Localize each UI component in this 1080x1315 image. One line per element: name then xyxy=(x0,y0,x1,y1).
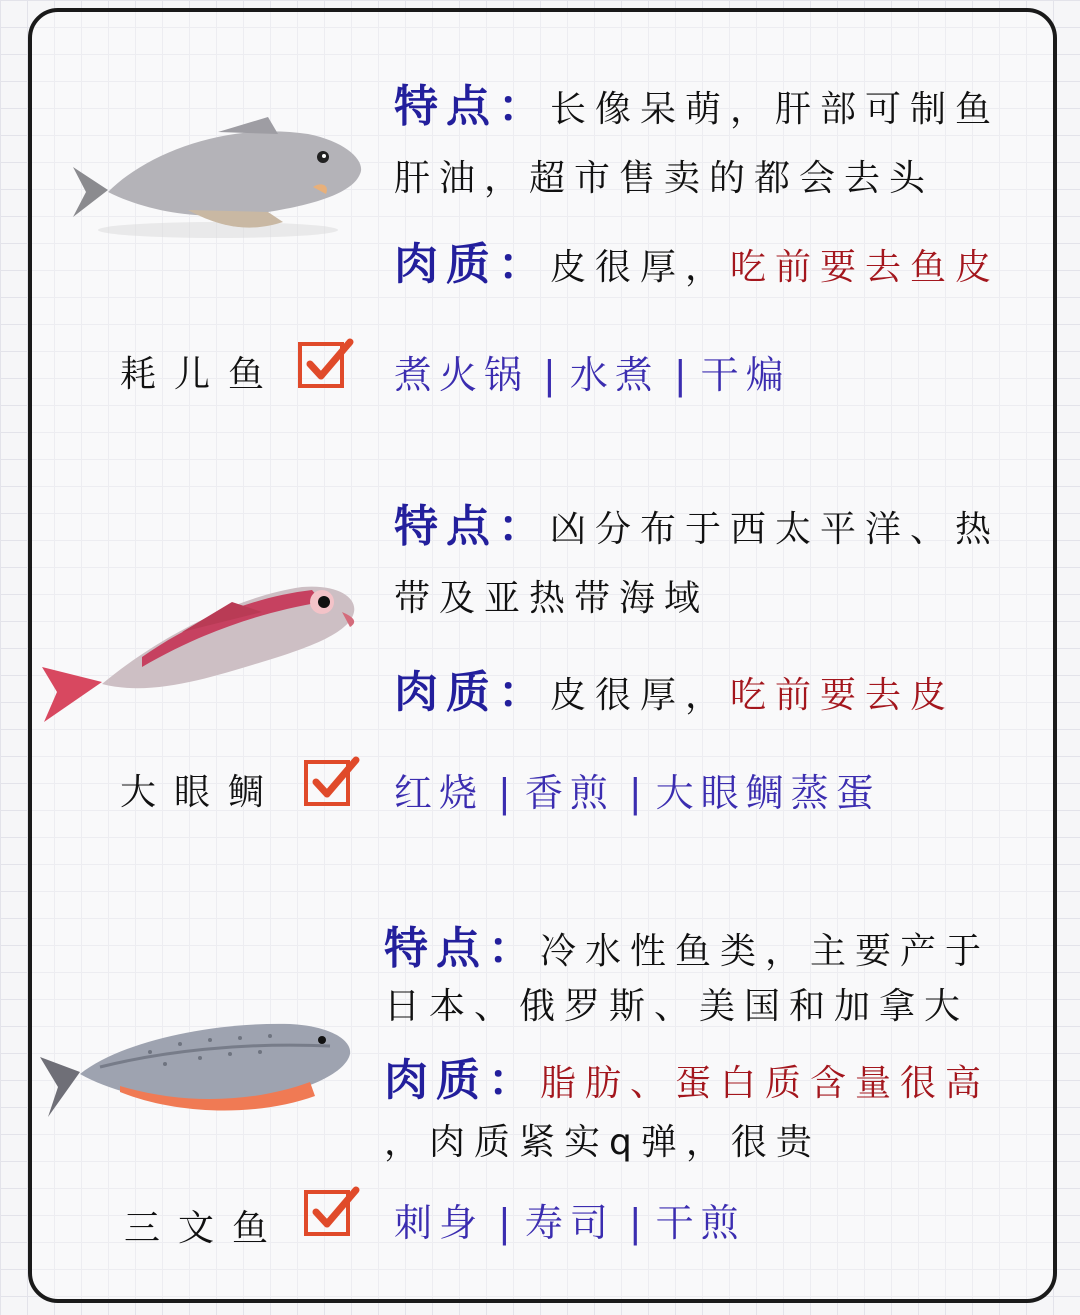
feature-line-2: 带及亚热带海域 xyxy=(394,578,710,619)
meat-line-1: 肉质：脂肪、蛋白质含量很高 xyxy=(384,1055,991,1106)
checkbox-checked-icon xyxy=(304,756,360,808)
cooking-methods: 红烧 | 香煎 | 大眼鲷蒸蛋 xyxy=(394,771,881,815)
feature-line-1: 特点：冷水性鱼类，主要产于 xyxy=(384,923,991,974)
filefish-icon xyxy=(68,112,368,242)
fish-name: 耗儿鱼 xyxy=(120,354,283,395)
meat-line-1: 肉质：皮很厚，吃前要去皮 xyxy=(394,667,956,718)
fish-name: 大眼鲷 xyxy=(120,772,283,813)
feature-line-1: 特点：长像呆萌，肝部可制鱼 xyxy=(394,81,1001,132)
cooking-methods: 煮火锅 | 水煮 | 干煸 xyxy=(394,353,791,397)
meat-line-2: ，肉质紧实q弹，很贵 xyxy=(384,1122,821,1163)
feature-line-2: 日本、俄罗斯、美国和加拿大 xyxy=(384,986,970,1027)
content-card xyxy=(28,8,1057,1303)
checkbox-checked-icon xyxy=(304,1186,360,1238)
meat-line-1: 肉质：皮很厚，吃前要去鱼皮 xyxy=(394,239,1001,290)
checkbox-checked-icon xyxy=(298,338,354,390)
fish-name: 三文鱼 xyxy=(124,1208,287,1249)
bigeye-fish-icon xyxy=(32,572,362,732)
feature-line-1: 特点：凶分布于西太平洋、热 xyxy=(394,501,1001,552)
salmon-icon xyxy=(40,1012,360,1132)
feature-line-2: 肝油，超市售卖的都会去头 xyxy=(394,158,935,199)
cooking-methods: 刺身 | 寿司 | 干煎 xyxy=(394,1201,746,1245)
